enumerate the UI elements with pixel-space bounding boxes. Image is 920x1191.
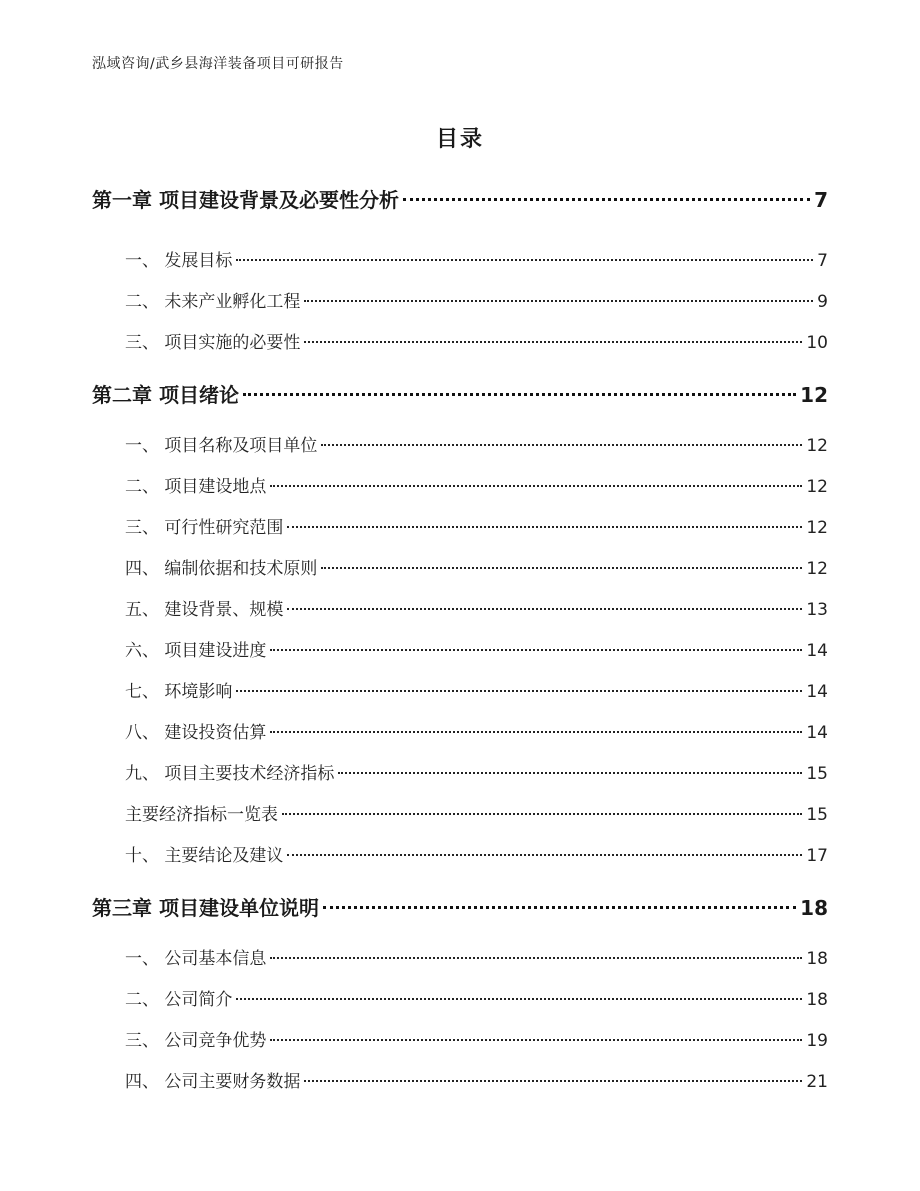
dot-leader <box>270 649 802 651</box>
toc-page-number: 12 <box>806 436 828 456</box>
toc-section[interactable] <box>125 554 828 579</box>
toc-chapter[interactable] <box>92 184 828 213</box>
toc-chapter-label: 第三章 项目建设单位说明 <box>92 896 319 920</box>
toc-section-label: 五、 建设背景、规模 <box>125 600 284 620</box>
toc-section[interactable] <box>125 287 828 312</box>
toc-page-number: 12 <box>806 477 828 497</box>
toc-section-label: 三、 项目实施的必要性 <box>125 333 301 353</box>
toc-section[interactable] <box>125 328 828 353</box>
dot-leader <box>321 567 802 569</box>
toc-page-number: 17 <box>806 846 828 866</box>
page-header: 泓域咨询/武乡县海洋装备项目可研报告 <box>92 56 344 72</box>
toc-section[interactable] <box>125 841 828 866</box>
toc-page-number: 13 <box>806 600 828 620</box>
toc-page-number: 21 <box>806 1072 828 1092</box>
toc-page-number: 18 <box>806 990 828 1010</box>
toc-title: 目录 <box>435 127 484 152</box>
dot-leader <box>243 393 796 396</box>
toc-page-number: 15 <box>806 764 828 784</box>
toc-section[interactable] <box>125 431 828 456</box>
toc-page-number: 12 <box>800 383 828 407</box>
dot-leader <box>282 813 802 815</box>
toc-section-label: 二、 未来产业孵化工程 <box>125 292 301 312</box>
toc-section-label: 十、 主要结论及建议 <box>125 846 284 866</box>
toc-page-number: 7 <box>814 188 828 212</box>
dot-leader <box>304 300 813 302</box>
toc-page-number: 9 <box>817 292 828 312</box>
toc-page-number: 14 <box>806 723 828 743</box>
toc-section-label: 一、 发展目标 <box>125 251 233 271</box>
toc-section-label: 一、 项目名称及项目单位 <box>125 436 318 456</box>
toc-section[interactable] <box>125 985 828 1010</box>
toc-section-label: 二、 公司简介 <box>125 990 233 1010</box>
toc-section[interactable] <box>125 1067 828 1092</box>
toc-page-number: 19 <box>806 1031 828 1051</box>
dot-leader <box>304 341 802 343</box>
toc-section-label: 九、 项目主要技术经济指标 <box>125 764 335 784</box>
toc-section-label: 八、 建设投资估算 <box>125 723 267 743</box>
dot-leader <box>304 1080 802 1082</box>
toc-section[interactable] <box>125 1026 828 1051</box>
toc-section-label: 三、 公司竞争优势 <box>125 1031 267 1051</box>
toc-chapter-label: 第二章 项目绪论 <box>92 383 239 407</box>
toc-section-label: 三、 可行性研究范围 <box>125 518 284 538</box>
dot-leader <box>287 854 802 856</box>
toc-section-label: 四、 编制依据和技术原则 <box>125 559 318 579</box>
toc-section[interactable] <box>125 944 828 969</box>
toc-section[interactable] <box>125 472 828 497</box>
toc-page-number: 14 <box>806 682 828 702</box>
dot-leader <box>287 608 802 610</box>
dot-leader <box>403 198 810 201</box>
dot-leader <box>323 906 796 909</box>
toc-section-label: 一、 公司基本信息 <box>125 949 267 969</box>
dot-leader <box>287 526 802 528</box>
dot-leader <box>236 998 802 1000</box>
dot-leader <box>270 731 802 733</box>
dot-leader <box>236 259 813 261</box>
dot-leader <box>270 485 802 487</box>
toc-chapter[interactable] <box>92 892 828 921</box>
dot-leader <box>338 772 802 774</box>
toc-page-number: 14 <box>806 641 828 661</box>
toc-section[interactable] <box>125 513 828 538</box>
dot-leader <box>270 1039 802 1041</box>
toc-section[interactable] <box>125 595 828 620</box>
toc-section[interactable] <box>125 800 828 825</box>
toc-section[interactable] <box>125 246 828 271</box>
toc-page-number: 18 <box>806 949 828 969</box>
toc-section[interactable] <box>125 718 828 743</box>
toc-page-number: 15 <box>806 805 828 825</box>
toc-chapter[interactable] <box>92 379 828 408</box>
toc-page-number: 18 <box>800 896 828 920</box>
toc-page-number: 7 <box>817 251 828 271</box>
toc-section[interactable] <box>125 677 828 702</box>
toc-section[interactable] <box>125 636 828 661</box>
toc-section-label: 二、 项目建设地点 <box>125 477 267 497</box>
toc-page-number: 10 <box>806 333 828 353</box>
toc-section-label: 七、 环境影响 <box>125 682 233 702</box>
toc-section-label: 六、 项目建设进度 <box>125 641 267 661</box>
toc-section-label: 主要经济指标一览表 <box>125 805 278 825</box>
toc-page-number: 12 <box>806 559 828 579</box>
toc-section-label: 四、 公司主要财务数据 <box>125 1072 301 1092</box>
dot-leader <box>236 690 802 692</box>
toc-page-number: 12 <box>806 518 828 538</box>
dot-leader <box>321 444 802 446</box>
toc-section[interactable] <box>125 759 828 784</box>
toc-chapter-label: 第一章 项目建设背景及必要性分析 <box>92 188 399 212</box>
dot-leader <box>270 957 802 959</box>
